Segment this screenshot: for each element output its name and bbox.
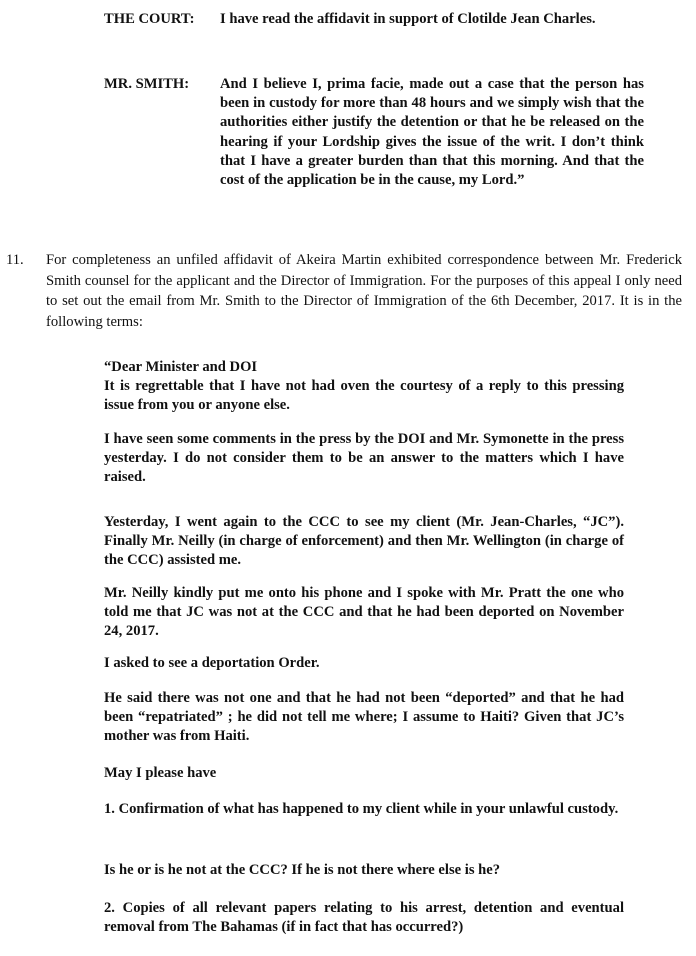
email-paragraph-6: He said there was not one and that he had not been “deported” and that he had been “repatriated” ; he did not tell me where; I assume to Haiti? Given that JC’s mother was from Haiti. [104,690,624,745]
paragraph-number: 11. [6,252,24,268]
email-paragraph-4: Mr. Neilly kindly put me onto his phone and I spoke with Mr. Pratt the one who told me that JC was not at the CCC and that he had been deported on November 24, 2017. [104,585,624,640]
paragraph-text: For completeness an unfiled affidavit of Akeira Martin exhibited correspondence between Mr. Frederick Smith counsel for the applicant and the Director of Immigration. For the purposes of this appeal I only need to set out the email from Mr. Smith to the Director of Immigration of the 6th December, 2017. It is in the following terms: [46,252,682,331]
email-paragraph-7: May I please have [104,765,217,781]
court-statement [104,10,644,29]
email-opening [104,358,624,416]
smith-statement-text: And I believe I, prima facie, made out a case that the person has been in custody for more than 48 hours and we simply wish that the authorities either justify the detention or that he be released on the hearing if your Lordship gives the issue of the writ. I don’t think that I have a greater burden than that this morning. And that the cost of the application be in the cause, my Lord.” [220,76,644,189]
email-salutation: “Dear Minister and DOI [104,359,258,375]
speaker-label-smith: MR. SMITH: [104,76,190,92]
speaker-label-court: THE COURT: [104,11,195,27]
court-statement-text: I have read the affidavit in support of Clotilde Jean Charles. [220,11,596,27]
paragraph-11 [6,250,682,333]
email-paragraph-5: I asked to see a deportation Order. [104,655,320,671]
email-paragraph-8: 1. Confirmation of what has happened to my client while in your unlawful custody. [104,801,619,817]
email-paragraph-1: It is regrettable that I have not had oven the courtesy of a reply to this pressing issue from you or anyone else. [104,378,624,414]
smith-statement [104,75,644,190]
email-paragraph-2: I have seen some comments in the press by the DOI and Mr. Symonette in the press yesterday. I do not consider them to be an answer to the matters which I have raised. [104,431,624,486]
email-paragraph-10: 2. Copies of all relevant papers relating to his arrest, detention and eventual removal from The Bahamas (if in fact that has occurred?) [104,900,624,936]
email-paragraph-9: Is he or is he not at the CCC? If he is not there where else is he? [104,862,501,878]
email-paragraph-3: Yesterday, I went again to the CCC to see my client (Mr. Jean-Charles, “JC”). Finally Mr. Neilly (in charge of enforcement) and then Mr. Wellington (in charge of the CCC) assisted me. [104,514,624,569]
